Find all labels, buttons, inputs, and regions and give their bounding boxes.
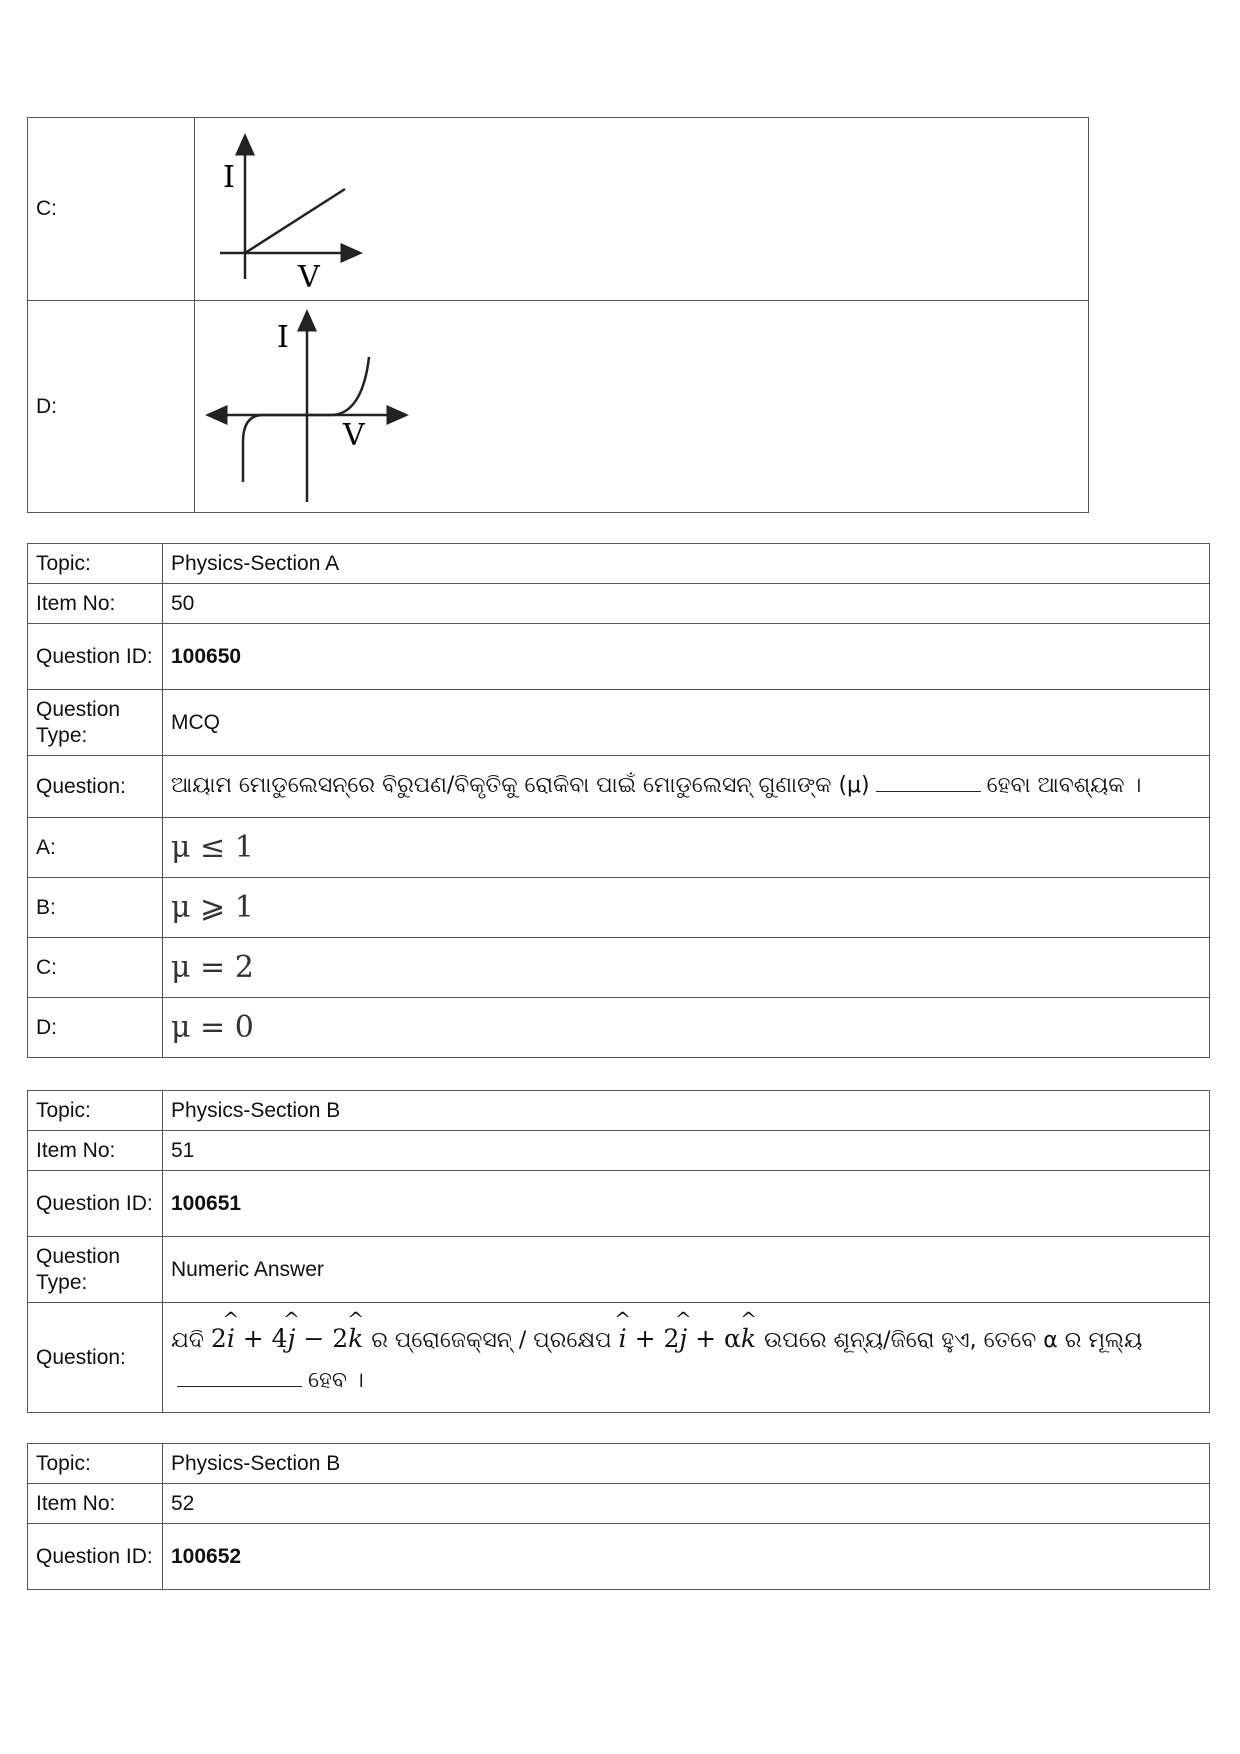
option-c-label: C: xyxy=(28,118,195,301)
hat-icon: ^ xyxy=(347,1306,365,1331)
q50-option-a-row xyxy=(28,818,1210,878)
d-forward-curve xyxy=(307,357,369,415)
q52-id-value: 100652 xyxy=(163,1524,1210,1590)
hat-icon: ^ xyxy=(222,1306,240,1331)
q52-item-value: 52 xyxy=(163,1484,1210,1524)
q52-topic-label: Topic: xyxy=(28,1444,163,1484)
q51-item-value: 51 xyxy=(163,1131,1210,1171)
q50-type-value: MCQ xyxy=(163,690,1210,756)
q51-topic-row xyxy=(28,1091,1210,1131)
q50-option-b-row xyxy=(28,878,1210,938)
q50-item-value: 50 xyxy=(163,584,1210,624)
q52-item-row xyxy=(28,1484,1210,1524)
graph-options-table xyxy=(27,117,1089,513)
q51-mid-text: ର ପ୍ରୋଜେକ୍ସନ୍ / ପ୍ରକ୍ଷେପ xyxy=(371,1327,612,1353)
q50-type-row xyxy=(28,690,1210,756)
c-y-label: I xyxy=(223,160,235,195)
q51-topic-label: Topic: xyxy=(28,1091,163,1131)
c-x-label: V xyxy=(298,260,320,289)
q52-item-label: Item No: xyxy=(28,1484,163,1524)
q51-id-label: Question ID: xyxy=(28,1171,163,1237)
q50-option-c-value: μ = 2 xyxy=(163,938,1210,998)
q50-type-label: Question Type: xyxy=(28,690,163,756)
q51-topic-value: Physics-Section B xyxy=(163,1091,1210,1131)
q50-id-label: Question ID: xyxy=(28,624,163,690)
q51-question-line1 xyxy=(171,1306,1201,1361)
q52-topic-value: Physics-Section B xyxy=(163,1444,1210,1484)
q51-id-value: 100651 xyxy=(163,1171,1210,1237)
q51-question-line2 xyxy=(171,1361,1201,1401)
q50-question-label: Question: xyxy=(28,756,163,818)
q51-type-row xyxy=(28,1237,1210,1303)
q51-type-label: Question Type: xyxy=(28,1237,163,1303)
q51-question-label: Question: xyxy=(28,1303,163,1413)
q50-topic-value: Physics-Section A xyxy=(163,544,1210,584)
q50-option-c-row xyxy=(28,938,1210,998)
question-52-table xyxy=(27,1443,1210,1590)
q50-option-d-row xyxy=(28,998,1210,1058)
d-y-label: I xyxy=(277,319,289,355)
c-linear-curve xyxy=(245,189,345,253)
q50-id-row xyxy=(28,624,1210,690)
q51-vector-b: ^ i + 2 ^ j + α ^ k xyxy=(619,1324,764,1353)
q50-option-a-label: A: xyxy=(28,818,163,878)
hat-icon: ^ xyxy=(283,1306,300,1331)
q50-question-text: ଆୟାମ ମୋଡୁଲେସନ୍‌ରେ ବିରୁପଣ/ବିକୃତିକୁ ରୋକିବା ପାଇଁ ମୋଡୁଲେସନ୍ ଗୁଣାଙ୍କ (μ) xyxy=(171,773,870,799)
option-c-graph-cell xyxy=(195,118,1089,301)
q50-question-cell xyxy=(163,756,1210,818)
q50-option-c-label: C: xyxy=(28,938,163,998)
d-x-label: V xyxy=(343,417,365,453)
option-d-graph-cell xyxy=(195,301,1089,513)
q51-question-row xyxy=(28,1303,1210,1413)
q50-answer-blank xyxy=(876,790,981,792)
question-51-table xyxy=(27,1090,1210,1413)
q51-question-cell xyxy=(163,1303,1210,1413)
q51-item-label: Item No: xyxy=(28,1131,163,1171)
q50-option-d-label: D: xyxy=(28,998,163,1058)
q50-question-tail: ହେବା ଆବଶ୍ୟକ । xyxy=(986,773,1142,799)
linear-iv-graph xyxy=(203,129,383,289)
q52-id-label: Question ID: xyxy=(28,1524,163,1590)
q51-end-text: ଉପରେ ଶୂନ୍ୟ/ଜିରୋ ହୁଏ, ତେବେ α ର ମୂଲ୍ୟ xyxy=(764,1327,1143,1353)
hat-icon: ^ xyxy=(740,1306,757,1331)
d-reverse-curve xyxy=(243,415,307,482)
hat-icon: ^ xyxy=(614,1306,632,1331)
q51-item-row xyxy=(28,1131,1210,1171)
q51-if-text: ଯଦି xyxy=(171,1327,204,1353)
option-c-row xyxy=(28,118,1089,301)
q50-question-row xyxy=(28,756,1210,818)
q52-id-row xyxy=(28,1524,1210,1590)
option-d-label: D: xyxy=(28,301,195,513)
q51-type-value: Numeric Answer xyxy=(163,1237,1210,1303)
q50-option-d-value: μ = 0 xyxy=(163,998,1210,1058)
q50-option-a-value: μ ≤ 1 xyxy=(163,818,1210,878)
q50-topic-label: Topic: xyxy=(28,544,163,584)
q51-id-row xyxy=(28,1171,1210,1237)
q51-vector-a: 2 ^ i + 4 ^ j − 2 ^ k xyxy=(211,1324,371,1353)
q51-tail-text: ହେବ । xyxy=(308,1367,364,1393)
q51-answer-blank xyxy=(177,1385,302,1387)
hat-icon: ^ xyxy=(674,1306,692,1331)
q50-item-row xyxy=(28,584,1210,624)
q50-topic-row xyxy=(28,544,1210,584)
q50-item-label: Item No: xyxy=(28,584,163,624)
option-d-row xyxy=(28,301,1089,513)
q50-option-b-label: B: xyxy=(28,878,163,938)
q50-id-value: 100650 xyxy=(163,624,1210,690)
q52-topic-row xyxy=(28,1444,1210,1484)
q50-option-b-value: μ ⩾ 1 xyxy=(163,878,1210,938)
diode-iv-graph xyxy=(203,307,423,507)
question-50-table xyxy=(27,543,1210,1058)
